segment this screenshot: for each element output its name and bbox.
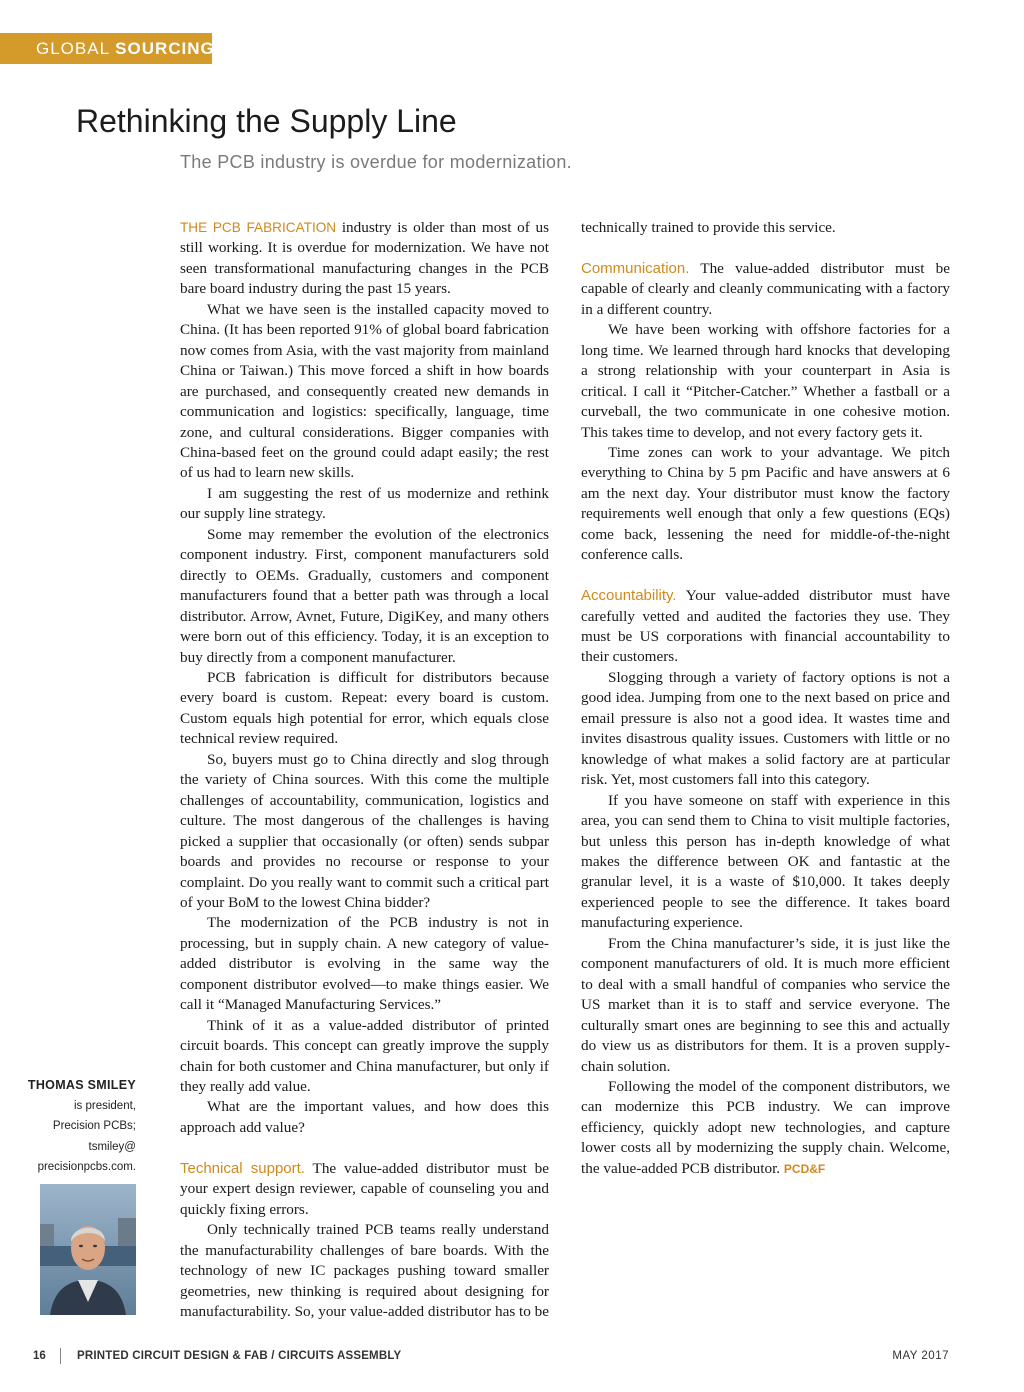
paragraph-technical-support: Technical support. The value-added distributor must be your expert design reviewer, capable of counseling you and quickly fixing errors. [180,1159,549,1218]
paragraph-continued-tail: technically trained to provide this service. [581,219,836,236]
article-title: Rethinking the Supply Line [76,103,457,139]
issue-date: MAY 2017 [892,1350,949,1362]
paragraph: We have been working with offshore factories for a long time. We learned through hard knocks that developing a strong relationship with your counterpart in Asia is critical. I call it “Pitcher-Catcher.” Whether a fastball or a curveball, the two communicate in one cohesive motion. This takes time to develop, and not every factory gets it. [581,321,950,441]
page-footer [33,1347,949,1365]
paragraph: From the China manufacturer’s side, it is just like the component manufacturers of old. It is much more efficient to deal with a small handful of companies who service the US market than it is to staff and service everyone. The culturally smart ones are beginning to see this and actually do view us as distributors for them. It is a proven supply-chain solution. [581,934,950,1075]
footer-divider [60,1348,61,1364]
paragraph: If you have someone on staff with experience in this area, you can send them to China to visit multiple factories, but unless this person has in-depth knowledge of what makes the difference between OK and fantastic at the granular level, it is a waste of $10,000. It takes deeply experienced people to see the difference. It takes board manufacturing experience. [581,791,950,932]
article-column-right-content [581,218,950,1179]
section-label-light: GLOBAL [36,39,110,58]
section-tab [0,33,215,64]
article-subtitle: The PCB industry is overdue for modernization. [180,152,572,172]
subhead-communication: Communication. [581,259,690,277]
paragraph: So, buyers must go to China directly and slog through the variety of China sources. With this come the multiple challenges of accountability, communication, logistics and culture. The most dangerous of the challenges is having picked a supplier that occasionally (or often) sends subpar boards and provides no recourse or response to your complaint. Do you really want to commit such a critical part of your BoM to the lowest China bidder? [180,750,549,911]
publication-name: PRINTED CIRCUIT DESIGN & FAB / CIRCUITS ASSEMBLY [77,1350,402,1362]
paragraph-communication: Communication. The value-added distributor must be capable of clearly and cleanly communicating with a factory in a different country. [581,259,950,318]
paragraph-accountability: Accountability. Your value-added distributor must have carefully vetted and audited the factories they use. They must be US corporations with financial accountability to their customers. [581,587,950,666]
lead-in: THE PCB FABRICATION [180,220,337,235]
paragraph: What are the important values, and how does this approach add value? [180,1098,549,1136]
paragraph: Slogging through a variety of factory options is not a good idea. Jumping from one to the next based on price and email pressure is also not a good idea. It wastes time and invites disastrous quality issues. Customers with little or no knowledge of what makes a solid factory are at particular risk. Yet, most customers fall into this category. [581,668,950,789]
article-column-left [180,218,549,1322]
section-label-bold: SOURCING [115,39,215,58]
page-number: 16 [33,1350,46,1362]
author-bio: THOMAS SMILEY is president, Precision PCBs; tsmiley@ precisionpcbs.com. [20,1075,136,1178]
paragraph-final: Following the model of the component distributors, we can modernize this PCB industry. We can improve efficiency, quickly adopt new technologies, and capture lower costs all by modernizing the supply chain. Welcome, the value-added PCB distributor. PCD&F [581,1078,950,1177]
paragraph: I am suggesting the rest of us modernize and rethink our supply line strategy. [180,484,549,523]
subhead-technical-support: Technical support. [180,1159,305,1177]
paragraph: Time zones can work to your advantage. We pitch everything to China by 5 pm Pacific and have answers at 6 am the next day. Your distributor must know the factory requirements well enough that only a few questions (EQs) come back, lessening the need for middle-of-the-night conference calls. [581,443,950,564]
author-photo [40,1184,136,1315]
paragraph: What we have seen is the installed capacity moved to China. (It has been reported 91% of global board fabrication now comes from Asia, with the vast majority from mainland China or Taiwan.) This move forced a shift in how boards are purchased, and consequently created new demands in communication and logistics: specifically, language, time zone, and cultural considerations. Bigger companies with China-based feet on the ground could adapt easily; the rest of us had to learn new skills. [180,300,549,482]
end-mark: PCD&F [783,1161,826,1176]
paragraph-intro: THE PCB FABRICATION industry is older than most of us still working. It is overdue for modernization. We have not seen transformational manufacturing changes in the PCB bare board industry during the past 15 years. [180,219,549,298]
paragraph: Think of it as a value-added distributor of printed circuit boards. This concept can greatly improve the supply chain for both customer and China manufacturer, but only if they really add value. [180,1016,549,1096]
paragraph: PCB fabrication is difficult for distributors because every board is custom. Repeat: every board is custom. Custom equals high potential for error, which equals close technical review required. [180,668,549,748]
paragraph: The modernization of the PCB industry is not in processing, but in supply chain. A new category of value-added distributor is evolving in the same way the component distributor evolved—to make things easier. We call it “Managed Manufacturing Services.” [180,914,549,1014]
paragraph: Some may remember the evolution of the electronics component industry. First, component manufacturers sold directly to OEMs. Gradually, customers and component manufacturers found that a better path was through a local distributor. Arrow, Avnet, Future, DigiKey, and many others were born out of this efficiency. Today, it is an exception to buy directly from a component manufacturer. [180,525,549,666]
subhead-accountability: Accountability. [581,587,677,605]
paragraph-continued: Only technically trained PCB teams really understand the manufacturability challenges of bare boards. With the technology of new IC packages pushing toward smaller geometries, new thinking is required about designing for manufacturability. So, your value-added distributor has to be [180,1221,549,1320]
author-name: THOMAS SMILEY [27,1078,136,1092]
